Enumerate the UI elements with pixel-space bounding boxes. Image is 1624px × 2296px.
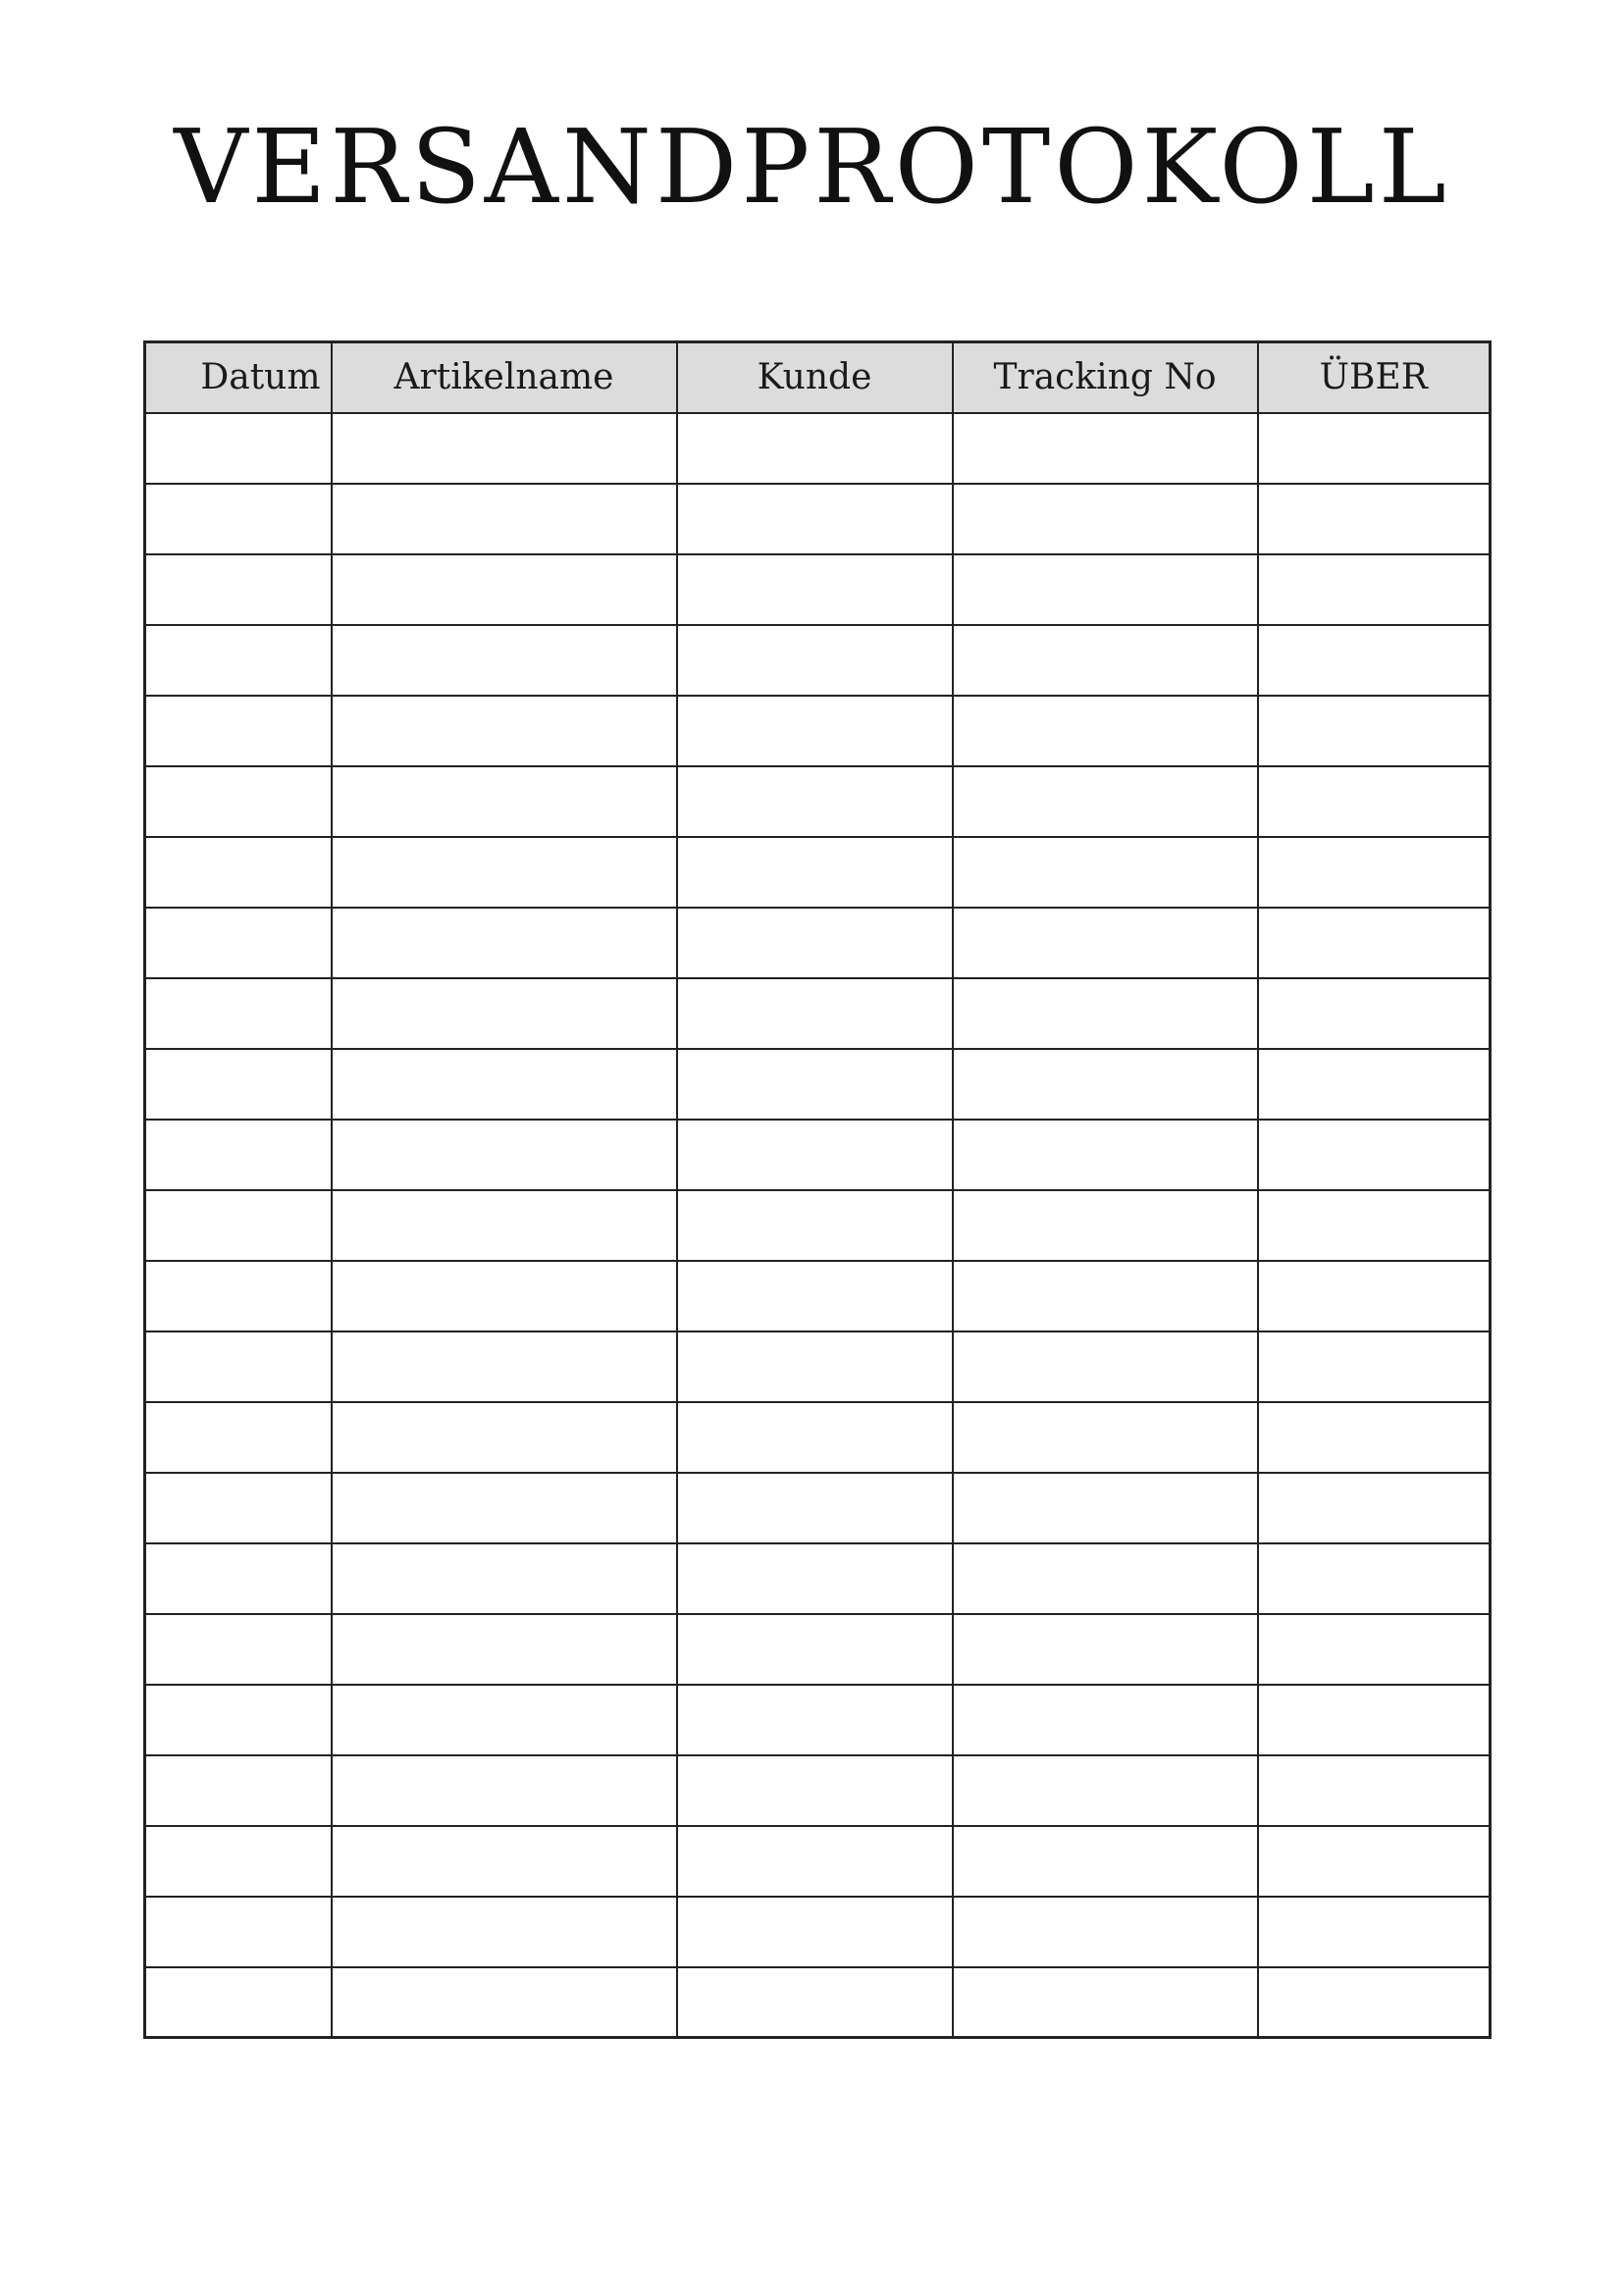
table-row: [145, 696, 1491, 766]
cell-tracking-no[interactable]: [953, 766, 1258, 837]
table-header: [145, 342, 1491, 413]
column-header-artikelname: Artikelname: [332, 342, 677, 413]
column-header-datum: Datum: [145, 342, 332, 413]
cell-tracking-no[interactable]: [953, 413, 1258, 484]
cell-tracking-no[interactable]: [953, 554, 1258, 625]
cell-ueber[interactable]: [1258, 1190, 1491, 1261]
table-body: [145, 413, 1491, 2038]
cell-ueber[interactable]: [1258, 1543, 1491, 1614]
cell-kunde[interactable]: [677, 625, 953, 696]
cell-tracking-no[interactable]: [953, 1473, 1258, 1543]
cell-ueber[interactable]: [1258, 766, 1491, 837]
cell-kunde[interactable]: [677, 766, 953, 837]
cell-kunde[interactable]: [677, 1190, 953, 1261]
table-row: [145, 484, 1491, 554]
cell-kunde[interactable]: [677, 1897, 953, 1967]
cell-datum[interactable]: [145, 908, 332, 978]
table-row: [145, 1261, 1491, 1331]
cell-artikelname[interactable]: [332, 1543, 677, 1614]
cell-datum[interactable]: [145, 1473, 332, 1543]
cell-datum[interactable]: [145, 1331, 332, 1402]
cell-kunde[interactable]: [677, 1755, 953, 1826]
cell-ueber[interactable]: [1258, 1473, 1491, 1543]
cell-tracking-no[interactable]: [953, 484, 1258, 554]
cell-artikelname[interactable]: [332, 1190, 677, 1261]
cell-datum[interactable]: [145, 1049, 332, 1120]
cell-datum[interactable]: [145, 554, 332, 625]
table-row: [145, 1049, 1491, 1120]
cell-artikelname[interactable]: [332, 413, 677, 484]
cell-tracking-no[interactable]: [953, 625, 1258, 696]
cell-tracking-no[interactable]: [953, 1402, 1258, 1473]
cell-datum[interactable]: [145, 1120, 332, 1190]
cell-artikelname[interactable]: [332, 1685, 677, 1755]
column-header-kunde: Kunde: [677, 342, 953, 413]
cell-datum[interactable]: [145, 1402, 332, 1473]
cell-kunde[interactable]: [677, 1120, 953, 1190]
cell-tracking-no[interactable]: [953, 1826, 1258, 1897]
cell-artikelname[interactable]: [332, 1755, 677, 1826]
cell-datum[interactable]: [145, 837, 332, 908]
cell-kunde[interactable]: [677, 1473, 953, 1543]
cell-datum[interactable]: [145, 413, 332, 484]
cell-artikelname[interactable]: [332, 1967, 677, 2038]
cell-ueber[interactable]: [1258, 554, 1491, 625]
cell-datum[interactable]: [145, 1685, 332, 1755]
cell-kunde[interactable]: [677, 1402, 953, 1473]
page-title: VERSANDPROTOKOLL: [174, 107, 1450, 227]
cell-ueber[interactable]: [1258, 1897, 1491, 1967]
cell-ueber[interactable]: [1258, 1261, 1491, 1331]
table-row: [145, 1473, 1491, 1543]
cell-tracking-no[interactable]: [953, 908, 1258, 978]
cell-tracking-no[interactable]: [953, 1897, 1258, 1967]
cell-tracking-no[interactable]: [953, 1190, 1258, 1261]
cell-kunde[interactable]: [677, 1261, 953, 1331]
cell-tracking-no[interactable]: [953, 1120, 1258, 1190]
cell-datum[interactable]: [145, 1190, 332, 1261]
cell-tracking-no[interactable]: [953, 1261, 1258, 1331]
cell-ueber[interactable]: [1258, 1826, 1491, 1897]
cell-tracking-no[interactable]: [953, 1331, 1258, 1402]
cell-datum[interactable]: [145, 1543, 332, 1614]
cell-kunde[interactable]: [677, 1826, 953, 1897]
cell-artikelname[interactable]: [332, 1120, 677, 1190]
cell-datum[interactable]: [145, 696, 332, 766]
cell-ueber[interactable]: [1258, 696, 1491, 766]
cell-ueber[interactable]: [1258, 484, 1491, 554]
cell-kunde[interactable]: [677, 978, 953, 1049]
cell-tracking-no[interactable]: [953, 1685, 1258, 1755]
cell-artikelname[interactable]: [332, 1261, 677, 1331]
table-row: [145, 837, 1491, 908]
table-row: [145, 1190, 1491, 1261]
table-row: [145, 554, 1491, 625]
cell-tracking-no[interactable]: [953, 837, 1258, 908]
cell-tracking-no[interactable]: [953, 1614, 1258, 1685]
cell-ueber[interactable]: [1258, 413, 1491, 484]
table-row: [145, 1897, 1491, 1967]
cell-artikelname[interactable]: [332, 1331, 677, 1402]
column-header-tracking-no: Tracking No: [953, 342, 1258, 413]
cell-tracking-no[interactable]: [953, 1049, 1258, 1120]
cell-datum[interactable]: [145, 978, 332, 1049]
cell-ueber[interactable]: [1258, 1967, 1491, 2038]
cell-tracking-no[interactable]: [953, 1543, 1258, 1614]
cell-datum[interactable]: [145, 484, 332, 554]
cell-artikelname[interactable]: [332, 908, 677, 978]
table-row: [145, 1402, 1491, 1473]
cell-datum[interactable]: [145, 1614, 332, 1685]
cell-tracking-no[interactable]: [953, 978, 1258, 1049]
cell-artikelname[interactable]: [332, 978, 677, 1049]
cell-kunde[interactable]: [677, 484, 953, 554]
table-row: [145, 1614, 1491, 1685]
cell-tracking-no[interactable]: [953, 1967, 1258, 2038]
table-row: [145, 1967, 1491, 2038]
table-header-row: [145, 342, 1491, 413]
cell-kunde[interactable]: [677, 837, 953, 908]
table-row: [145, 1120, 1491, 1190]
cell-ueber[interactable]: [1258, 978, 1491, 1049]
cell-kunde[interactable]: [677, 908, 953, 978]
cell-kunde[interactable]: [677, 696, 953, 766]
cell-artikelname[interactable]: [332, 1826, 677, 1897]
cell-tracking-no[interactable]: [953, 1755, 1258, 1826]
cell-ueber[interactable]: [1258, 1049, 1491, 1120]
cell-artikelname[interactable]: [332, 1049, 677, 1120]
table-row: [145, 978, 1491, 1049]
table-row: [145, 1331, 1491, 1402]
table-row: [145, 413, 1491, 484]
cell-ueber[interactable]: [1258, 1685, 1491, 1755]
cell-ueber[interactable]: [1258, 908, 1491, 978]
table-row: [145, 766, 1491, 837]
cell-artikelname[interactable]: [332, 484, 677, 554]
cell-kunde[interactable]: [677, 1614, 953, 1685]
table-row: [145, 1826, 1491, 1897]
cell-ueber[interactable]: [1258, 1755, 1491, 1826]
cell-kunde[interactable]: [677, 1967, 953, 2038]
cell-artikelname[interactable]: [332, 766, 677, 837]
cell-artikelname[interactable]: [332, 1402, 677, 1473]
cell-datum[interactable]: [145, 1755, 332, 1826]
cell-datum[interactable]: [145, 1826, 332, 1897]
cell-tracking-no[interactable]: [953, 696, 1258, 766]
cell-ueber[interactable]: [1258, 1120, 1491, 1190]
cell-artikelname[interactable]: [332, 625, 677, 696]
cell-ueber[interactable]: [1258, 1331, 1491, 1402]
cell-artikelname[interactable]: [332, 1473, 677, 1543]
cell-artikelname[interactable]: [332, 1614, 677, 1685]
cell-kunde[interactable]: [677, 1685, 953, 1755]
cell-ueber[interactable]: [1258, 1614, 1491, 1685]
cell-datum[interactable]: [145, 625, 332, 696]
cell-datum[interactable]: [145, 1897, 332, 1967]
cell-artikelname[interactable]: [332, 1897, 677, 1967]
cell-kunde[interactable]: [677, 1331, 953, 1402]
cell-kunde[interactable]: [677, 1049, 953, 1120]
table-row: [145, 625, 1491, 696]
cell-kunde[interactable]: [677, 554, 953, 625]
cell-datum[interactable]: [145, 1967, 332, 2038]
cell-kunde[interactable]: [677, 413, 953, 484]
shipping-log-table: [143, 340, 1492, 2039]
table-row: [145, 908, 1491, 978]
cell-datum[interactable]: [145, 1261, 332, 1331]
table-row: [145, 1543, 1491, 1614]
cell-kunde[interactable]: [677, 1543, 953, 1614]
cell-artikelname[interactable]: [332, 554, 677, 625]
table-row: [145, 1685, 1491, 1755]
cell-artikelname[interactable]: [332, 696, 677, 766]
column-header-ueber: ÜBER: [1258, 342, 1491, 413]
cell-artikelname[interactable]: [332, 837, 677, 908]
table-row: [145, 1755, 1491, 1826]
cell-datum[interactable]: [145, 766, 332, 837]
cell-ueber[interactable]: [1258, 1402, 1491, 1473]
cell-ueber[interactable]: [1258, 625, 1491, 696]
cell-ueber[interactable]: [1258, 837, 1491, 908]
